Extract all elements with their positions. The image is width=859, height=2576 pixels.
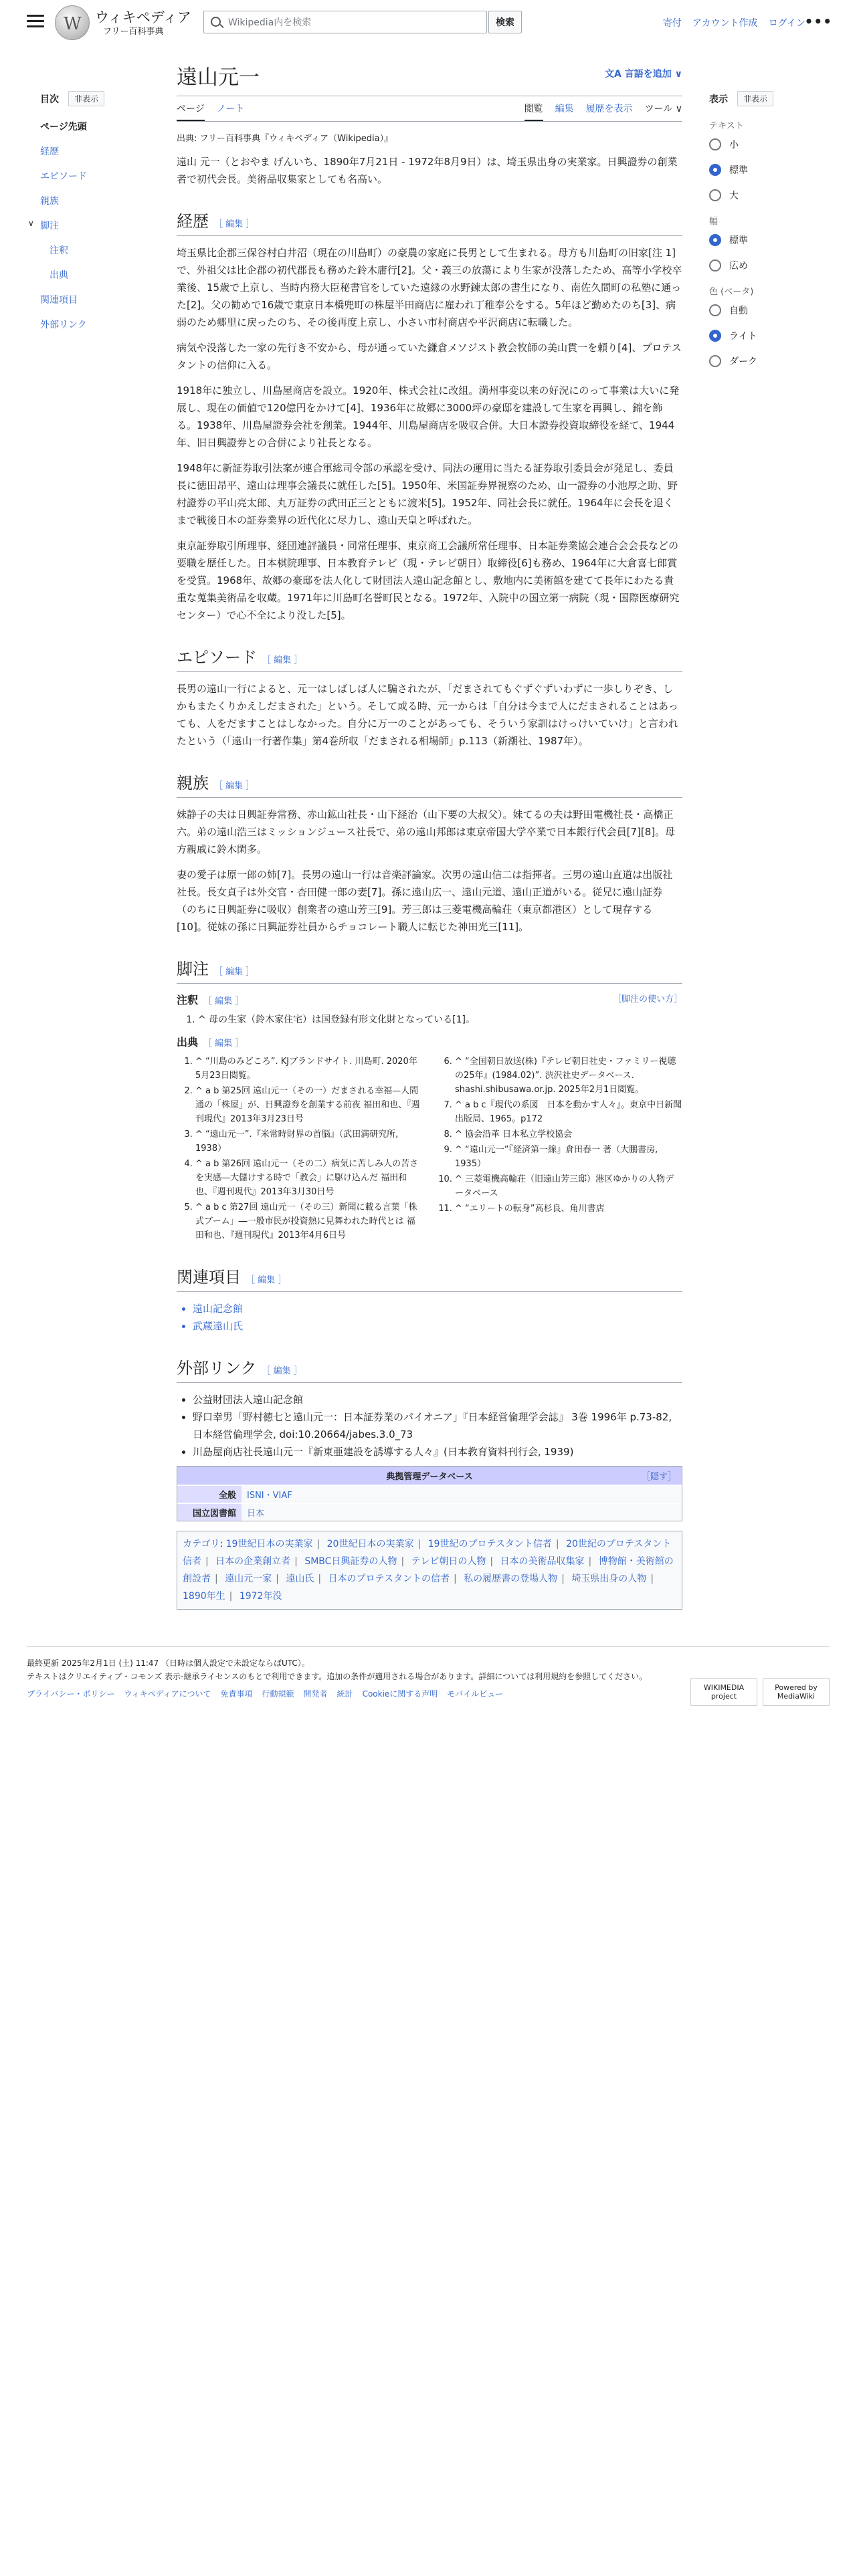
heading-annot: 注釈 <box>177 994 199 1006</box>
footer-link[interactable]: 免責事項 <box>220 1689 253 1699</box>
more-options-icon[interactable]: ••• <box>804 13 832 29</box>
footer-link[interactable]: 行動規範 <box>262 1689 294 1699</box>
toc-item-external[interactable]: 外部リンク <box>40 320 87 330</box>
edit-link[interactable]: ［ 編集 ］ <box>203 1039 244 1049</box>
edit-link[interactable]: ［ 編集 ］ <box>262 1366 302 1376</box>
authority-key: 全般 <box>177 1486 242 1503</box>
category-link[interactable]: 日本の企業創立者 <box>215 1556 291 1567</box>
radio-width-standard[interactable]: 標準 <box>709 233 830 247</box>
radio-text-small[interactable]: 小 <box>709 138 830 151</box>
authority-key: 国立図書館 <box>177 1504 242 1521</box>
category-link[interactable]: 私の履歴書の登場人物 <box>464 1574 558 1584</box>
toc-item-top[interactable]: ページ先頭 <box>40 122 87 132</box>
list-item: 10. ^ 三菱電機高輪荘（旧遠山芳三邸）港区ゆかりの人物データベース <box>455 1172 682 1200</box>
authority-hide-button[interactable]: ［隠す］ <box>641 1472 676 1482</box>
category-link[interactable]: 埼玉県出身の人物 <box>571 1574 647 1584</box>
radio-color-dark[interactable]: ダーク <box>709 354 830 368</box>
edit-link[interactable]: ［ 編集 ］ <box>203 996 244 1006</box>
tab-talk[interactable]: ノート <box>216 104 245 114</box>
list-item: 5. ^ a b c 第27回 遠山元一（その三）新聞に載る言葉「株式ブーム」―一般市民が投資熱に見舞われた時代とは 福田和也、『週刊現代』2013年4月6日号 <box>195 1200 423 1243</box>
search-button[interactable]: 検索 <box>488 11 522 33</box>
references <box>177 1055 682 1244</box>
category-link[interactable]: 19世紀日本の実業家 <box>225 1539 313 1549</box>
radio-icon <box>709 259 721 272</box>
donate-link[interactable]: 寄付 <box>662 18 682 29</box>
appearance-hide-button[interactable]: 非表示 <box>737 91 773 106</box>
categories-box: カテゴリ: 19世紀日本の実業家 | 20世紀日本の実業家 | 19世紀のプロテスタント信者 | 20世紀のプロテスタント信者 | 日本の企業創立者 | SMBC日興証券の人物 | テレビ朝日の人物 | 日本の美術品収集家 | 博物館・美術館の創設者 | 遠山元一家 | 遠山氏 | 日本のプロテスタントの信者 | 私の履歴書の登場人物 | 埼玉県出身の人物 | 1890年生 | 1972年没 <box>177 1531 682 1610</box>
list-item: 11. ^ “エリートの転身”高杉良、角川書店 <box>455 1202 682 1216</box>
edit-link[interactable]: ［ 編集 ］ <box>214 219 255 229</box>
edit-link[interactable]: ［ 編集 ］ <box>214 781 255 791</box>
width-label: 幅 <box>709 217 719 227</box>
add-language-button[interactable]: 文A 言語を追加 ∨ <box>605 69 682 80</box>
list-item: 9. ^ “遠山元一”『経済第一線』倉田春一 著（大鵬書房, 1935） <box>455 1143 682 1171</box>
footer-link[interactable]: ウィキペディアについて <box>124 1689 211 1699</box>
external-link[interactable]: • 公益財団法人遠山記念館 <box>193 1391 682 1408</box>
category-link[interactable]: テレビ朝日の人物 <box>411 1556 486 1567</box>
heading-family: 親族 <box>177 774 209 792</box>
heading-sources: 出典 <box>177 1036 199 1049</box>
page-title: 遠山元一 <box>177 66 260 90</box>
login-link[interactable]: ログイン <box>768 18 805 29</box>
radio-text-standard[interactable]: 標準 <box>709 163 830 177</box>
toc-item-career[interactable]: 経歴 <box>40 146 59 157</box>
categories-label[interactable]: カテゴリ <box>183 1539 220 1549</box>
wikipedia-logo[interactable]: W <box>55 5 90 40</box>
list-item: 6. ^ “全国朝日放送(株)『テレビ朝日社史・ファミリー視聴の25年』(1984.02)”. 渋沢社史データベース. shashi.shibusawa.or.jp. 2025年2月1日閲覧。 <box>455 1055 682 1097</box>
search-icon <box>211 17 221 27</box>
radio-color-light[interactable]: ライト <box>709 329 830 342</box>
list-item: 3. ^ “遠山元一”.『米常時財界の首脳』（武田満研究所, 1938） <box>195 1128 423 1156</box>
toc-item-sources[interactable]: 出典 <box>50 270 68 281</box>
authority-value[interactable]: ISNI・VIAF <box>242 1486 682 1503</box>
authority-control <box>177 1466 682 1521</box>
footer-link[interactable]: 統計 <box>337 1689 353 1699</box>
tab-history[interactable]: 履歴を表示 <box>585 104 633 114</box>
toc-title: 目次 <box>40 94 59 105</box>
category-link[interactable]: 日本のプロテスタントの信者 <box>328 1574 450 1584</box>
notes-usage-link[interactable]: ［脚注の使い方］ <box>612 994 682 1004</box>
article <box>177 60 682 1610</box>
radio-icon <box>709 189 721 201</box>
category-link[interactable]: 1890年生 <box>183 1591 225 1602</box>
header <box>0 0 859 47</box>
heading-related: 関連項目 <box>177 1268 241 1287</box>
heading-career: 経歴 <box>177 212 209 231</box>
career-paragraph: 埼玉県比企郡三保谷村白井沼（現在の川島町）の豪農の家庭に長男として生まれる。母方も川島町の旧家[注 1]で、外祖父は比企郡の初代郡長も務めた鈴木庸行[2]。父・義三の放蕩により生家が没落したため、高等小学校卒業後、15歳で上京し、当時内務大臣秘書官をしていた遠縁の水野錬太郎の書生になり、南佐久間町の私塾に通った[2]。父の勧めで16歳で東京日本橋兜町の株屋半田商店に雇われ丁稚奉公をする。5年ほど勤めたのち[3]、病弱のため郷里に戻ったのち、その後再度上京し、小さい市村商店や平沢商店に転職した。 <box>177 247 682 328</box>
list-item: 1. ^ “川島のみどころ”. KJブランドサイト. 川島町. 2020年5月23日閲覧。 <box>195 1055 423 1083</box>
list-item: 7. ^ a b c『現代の系図 日本を動かす人々』。東京中日新聞出版局、1965。p172 <box>455 1098 682 1126</box>
radio-icon <box>709 138 721 150</box>
wikimedia-badge[interactable]: WIKIMEDIA project <box>690 1678 757 1706</box>
related-link[interactable]: • 遠山記念館 <box>193 1300 682 1317</box>
toc-item-family[interactable]: 親族 <box>40 196 59 207</box>
tab-edit[interactable]: 編集 <box>555 104 574 114</box>
edit-link[interactable]: ［ 編集 ］ <box>246 1275 287 1285</box>
radio-icon <box>709 355 721 367</box>
list-item: 4. ^ a b 第26回 遠山元一（その二）病気に苦しみ人の苦さを実感―大儲けする時で「教会」に駆け込んだ 福田和也、『週刊現代』2013年3月30日号 <box>195 1157 423 1199</box>
authority-value[interactable]: 日本 <box>242 1504 682 1521</box>
external-link[interactable]: • 野口幸男「野村徳七と遠山元一：日本証券業のパイオニア」『日本経営倫理学会誌』 3巻 1996年 p.73-82, 日本経営倫理学会, doi:10.20664/jabes.3.0_73 <box>193 1408 682 1443</box>
related-list <box>177 1300 682 1335</box>
tab-tools[interactable]: ツール ∨ <box>644 104 682 114</box>
heading-episode: エピソード <box>177 648 257 667</box>
menu-icon[interactable] <box>27 15 44 29</box>
radio-color-auto[interactable]: 自動 <box>709 304 830 317</box>
radio-width-wide[interactable]: 広め <box>709 259 830 272</box>
career-paragraph: 東京証券取引所理事、経団連評議員・同常任理事、東京商工会議所常任理事、日本証券業協会連合会会長などの要職を歴任した。日本棋院理事、日本教育テレビ（現・テレビ朝日）取締役[6]も務め、1964年に大倉喜七郎賞を受賞。1968年、故郷の豪邸を法人化して財団法人遠山記念館とし、敷地内に美術館を建てて長年にわたる貴重な蒐集美術品を収蔵。1971年に川島町名誉町民となる。1972年、入院中の国立第一病院（現・国際医療研究センター）で心不全により没した[5]。 <box>177 540 680 621</box>
toc-item-notes[interactable]: ∨ 脚注 <box>28 219 59 231</box>
category-link[interactable]: 日本の美術品収集家 <box>500 1556 585 1567</box>
appearance-panel <box>709 91 830 380</box>
license-text: テキストはクリエイティブ・コモンズ 表示-継承ライセンスのもとで利用できます。追加の条件が適用される場合があります。詳細については利用規約を参照してください。 <box>27 1672 648 1681</box>
annot-list <box>177 1012 682 1027</box>
family-paragraph: 妻の愛子は原一郎の姉[7]。長男の遠山一行は音楽評論家。次男の遠山信二は指揮者。三男の遠山直道は出版社社長。長女貞子は外交官・杏田健一郎の妻[7]。孫に遠山広一、遠山元道、遠山正道がいる。従兄に遠山証券（のちに日興証券に吸収）創業者の遠山芳三[9]。芳三郎は三菱電機高輪荘（東京都港区）として現存する[10]。従妹の孫に日興証券社員からチョコレート職人に転じた神田光三[11]。 <box>177 869 673 933</box>
toc-item-related[interactable]: 関連項目 <box>40 295 78 306</box>
chevron-down-icon[interactable]: ∨ <box>28 219 34 228</box>
wordmark[interactable]: ウィキペディア <box>95 9 192 25</box>
category-link[interactable]: 遠山元一家 <box>225 1574 272 1584</box>
source-line: 出典: フリー百科事典『ウィキペディア（Wikipedia）』 <box>177 134 393 144</box>
footer-link[interactable]: Cookieに関する声明 <box>362 1689 438 1699</box>
category-link[interactable]: 博物館・美術館の創設者 <box>183 1556 674 1584</box>
footer <box>27 1646 830 1701</box>
family-paragraph: 妹静子の夫は日興証券常務、赤山鉱山社長・山下経治（山下要の大叔父）。妹てるの夫は野田電機社長・高橋正六。弟の遠山浩三はミッションジュース社長で、弟の遠山邦郎は東京帝国大学卒業で日本銀行代会員[7][8]。母方親戚に鈴木閑多。 <box>177 809 676 855</box>
radio-selected-icon <box>709 234 721 246</box>
footer-link[interactable]: プライバシー・ポリシー <box>27 1689 115 1699</box>
lead-paragraph: 遠山 元一（とおやま げんいち、1890年7月21日 - 1972年8月9日）は、埼玉県出身の実業家。日興證券の創業者で初代会長。美術品収集家としても名高い。 <box>177 156 678 185</box>
personal-links <box>663 16 805 29</box>
heading-external: 外部リンク <box>177 1359 257 1378</box>
category-link[interactable]: SMBC日興証券の人物 <box>304 1556 397 1567</box>
create-account-link[interactable]: アカウント作成 <box>692 18 758 29</box>
search-input[interactable] <box>203 11 487 33</box>
category-link[interactable]: 1972年没 <box>239 1591 282 1602</box>
category-link[interactable]: 19世紀のプロテスタント信者 <box>427 1539 552 1549</box>
list-item: 1. ^ 母の生家（鈴木家住宅）は国登録有形文化財となっている[1]。 <box>198 1012 682 1027</box>
episode-paragraph: 長男の遠山一行によると、元一はしばしば人に騙されたが、「だまされてもぐずぐずいわずに一歩しりぞき、しかもまたくりかえしだまされた」という。そして或る時、元一からは「自分は今まで人にだまされることはあっても、人をだますことはしなかった。自分に万一のことがあっても、そういう家訓はけっけいていけ」と言われたという（「遠山一行著作集」第4巻所収「だまされる相場師」p.113（新潮社、1987年）。 <box>177 683 678 747</box>
appearance-title: 表示 <box>709 94 728 105</box>
tab-read[interactable]: 閲覧 <box>524 102 543 121</box>
toc-item-episode[interactable]: エピソード <box>40 171 87 182</box>
list-item: 8. ^ 協会沿革 日本私立学校協会 <box>455 1128 682 1142</box>
tagline: フリー百科事典 <box>103 27 164 37</box>
radio-selected-icon <box>709 330 721 342</box>
radio-text-large[interactable]: 大 <box>709 189 830 202</box>
category-link[interactable]: 20世紀日本の実業家 <box>326 1539 414 1549</box>
edit-link[interactable]: ［ 編集 ］ <box>262 655 303 665</box>
category-link[interactable]: 遠山氏 <box>286 1574 314 1584</box>
career-paragraph: 1948年に新証券取引法案が連合軍総司令部の承認を受け、同法の運用に当たる証券取引委員会が発足し、委員長に徳田昂平、遠山は理事会議長に就任した[5]。1950年、米国証券界視察のため、山一證券の小池厚之助、野村證券の平山亮太郎、丸万証券の武田正三とともに渡米[5]。1952年、同社会長に就任。1964年に会長を退くまで戦後日本の証券業界の近代化に尽力し、遠山天皇と呼ばれた。 <box>177 462 678 526</box>
radio-selected-icon <box>709 164 721 176</box>
mediawiki-badge[interactable]: Powered by MediaWiki <box>763 1678 830 1706</box>
authority-title[interactable]: 典拠管理データベース <box>386 1472 473 1482</box>
search-placeholder: Wikipedia内を検索 <box>228 17 312 28</box>
career-paragraph: 病気や没落した一家の先行き不安から、母が通っていた鎌倉メソジスト教会牧師の美山貫一を頼り[4]、プロテスタントの信仰に入る。 <box>177 342 682 371</box>
list-item: 2. ^ a b 第25回 遠山元一（その一）だまされる幸福—人間通の「株屋」が、日興證券を創業する前夜 福田和也、『週刊現代』2013年3月23日号 <box>195 1084 423 1126</box>
tab-page[interactable]: ページ <box>177 102 205 121</box>
color-label: 色 (ベータ) <box>709 287 754 297</box>
related-link[interactable]: • 武蔵遠山氏 <box>193 1317 682 1335</box>
footer-link[interactable]: 開発者 <box>303 1689 328 1699</box>
edit-link[interactable]: ［ 編集 ］ <box>214 967 255 977</box>
heading-notes: 脚注 <box>177 960 209 978</box>
external-list <box>177 1391 682 1461</box>
toc-hide-button[interactable]: 非表示 <box>68 91 104 106</box>
toc-item-annot[interactable]: 注釈 <box>50 245 68 256</box>
radio-icon <box>709 304 721 316</box>
career-paragraph: 1918年に独立し、川島屋商店を設立。1920年、株式会社に改組。満州事変以来の好況にのって事業は大いに発展し、現在の価値で120億円をかけて[4]、1936年に故郷に3000坪の豪邸を建設して生家を再興し、錦を飾る。1938年、川島屋證券会社を創業。1944年、川島屋商店を吸収合併。大日本證券投資取締役を経て、1944年、旧日興證券との合併により社長となる。 <box>177 385 680 449</box>
last-updated: 最終更新 2025年2月1日 (土) 11:47 （日時は個人設定で未設定ならばUTC）。 <box>27 1658 310 1668</box>
footer-link[interactable]: モバイルビュー <box>447 1689 504 1699</box>
page-tabs <box>177 102 682 122</box>
table-of-contents <box>28 91 147 342</box>
text-size-label: テキスト <box>709 121 744 131</box>
external-link[interactable]: • 川島屋商店社長遠山元一『新東亜建設を誘導する人々』(日本教育資料刊行会, 1939) <box>193 1443 682 1461</box>
category-link[interactable]: 20世紀のプロテスタント信者 <box>183 1539 672 1567</box>
